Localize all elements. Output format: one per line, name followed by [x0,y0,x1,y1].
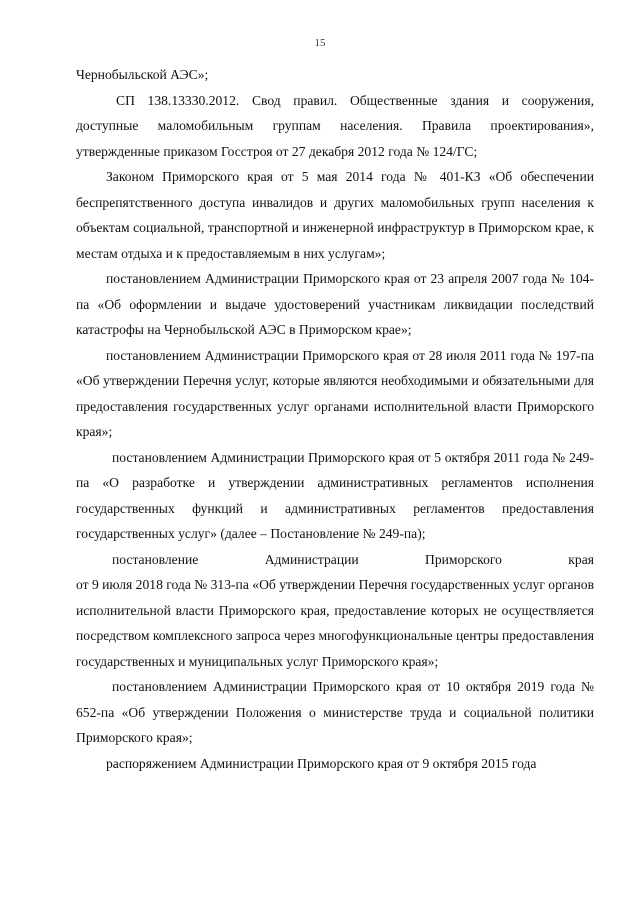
paragraph-decree-652-pa: постановлением Администрации Приморского края от 10 октября 2019 года № 652-па «Об утверждении Положения о министерстве труда и социальной политики Приморского края»; [76,679,594,745]
paragraph-decree-249-pa: постановлением Администрации Приморского края от 5 октября 2011 года № 249-па «О разработке и утверждении административных регламентов исполнения государственных функций и административных регламентов предоставления государственных услуг» (далее – Постановление № 249-па); [76,449,594,541]
paragraph-decree-197-pa: постановлением Администрации Приморского края от 28 июля 2011 года № 197-па «Об утверждении Перечня услуг, которые являются необходимыми и обязательными для предоставления государственных услуг органами исполнительной власти Приморского края»; [76,347,594,439]
paragraph-order-2015: распоряжением Администрации Приморского края от 9 октября 2015 года [106,755,537,771]
document-body [76,62,594,776]
paragraph-decree-104-pa: постановлением Администрации Приморского края от 23 апреля 2007 года № 104-па «Об оформлении и выдаче удостоверений участникам ликвидации последствий катастрофы на Чернобыльской АЭС в Приморском крае»; [76,271,594,337]
paragraph-law-401-kz: Законом Приморского края от 5 мая 2014 года № 401-КЗ «Об обеспечении беспрепятственного доступа инвалидов и других маломобильных групп населения к объектам социальной, транспортной и инженерной инфраструктур в Приморском крае, к местам отдыха и к предоставляемым в них услугам»; [76,169,594,261]
paragraph-sp-138: СП 138.13330.2012. Свод правил. Общественные здания и сооружения, доступные маломобильным группам населения. Правила проектирования», утвержденные приказом Госстроя от 27 декабря 2012 года № 124/ГС; [76,92,594,159]
paragraph-decree-313-pa-heading: постановление Администрации Приморского края [112,551,594,567]
paragraph-continuation: Чернобыльской АЭС»; [76,67,209,82]
paragraph-decree-313-pa: от 9 июля 2018 года № 313-па «Об утверждении Перечня государственных услуг органов исполнительной власти Приморского края, предоставление которых не осуществляется посредством комплексного запроса через многофункциональные центры предоставления государственных и муниципальных услуг Приморского края»; [76,577,594,669]
page-number: 15 [314,37,326,49]
